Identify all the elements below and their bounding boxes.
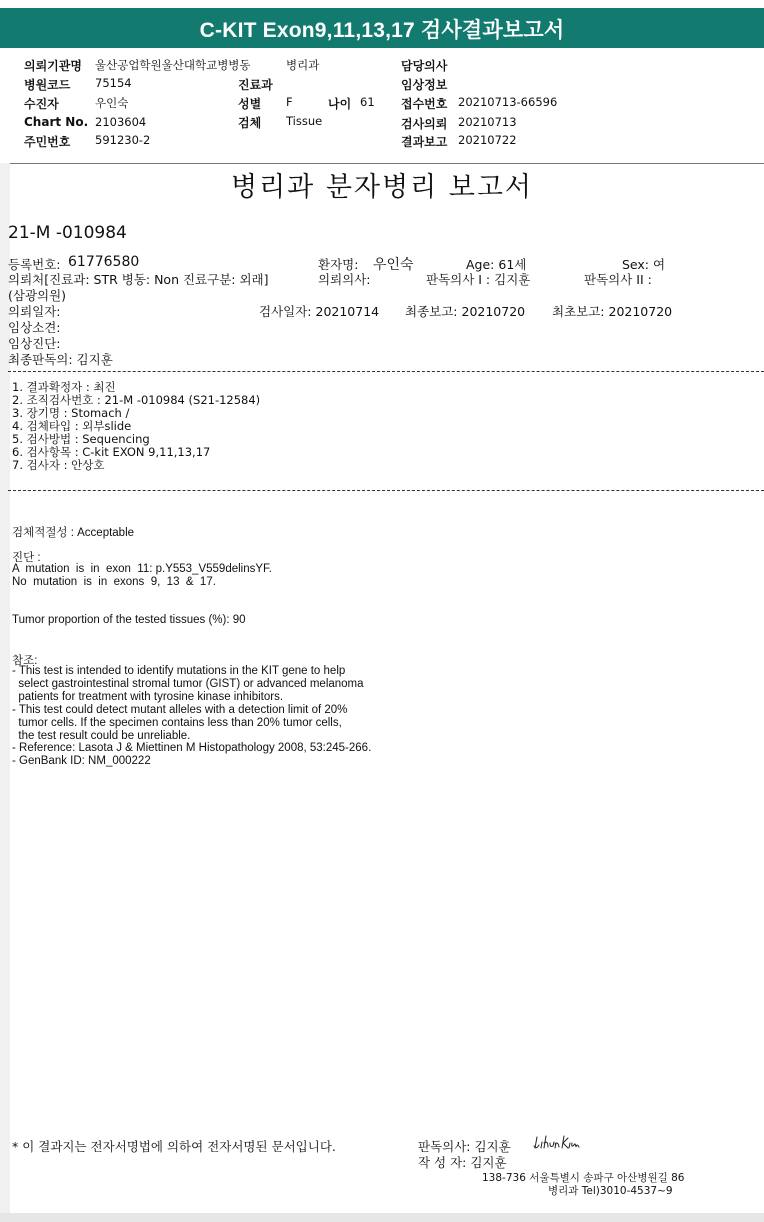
hospital-code-label: 병원코드 bbox=[24, 78, 71, 92]
diagnosis-line: No mutation is in exons 9, 13 & 17. bbox=[12, 576, 216, 588]
specimen-value: Tissue bbox=[286, 114, 323, 128]
institution-value: 울산공업학원울산대학교병병동 bbox=[95, 58, 251, 72]
receipt-value: 20210713-66596 bbox=[458, 95, 558, 109]
age-value: 61 bbox=[360, 95, 375, 109]
reference-line: tumor cells. If the specimen contains less than 20% tumor cells, bbox=[12, 716, 342, 729]
institution-label: 의뢰기관명 bbox=[24, 59, 82, 73]
footer-author: 작 성 자: 김지훈 bbox=[418, 1155, 507, 1170]
clinical-diagnosis: 임상진단: bbox=[8, 336, 61, 351]
dashed-divider-top bbox=[8, 371, 764, 372]
exam-date: 검사일자: 20210714 bbox=[259, 304, 380, 319]
doctor-label: 담당의사 bbox=[401, 59, 448, 73]
result-label: 결과보고 bbox=[401, 135, 448, 149]
patient-name-label: 환자명: bbox=[318, 257, 359, 272]
esign-note: * 이 결과지는 전자서명법에 의하여 전자서명된 문서입니다. bbox=[12, 1139, 336, 1154]
clinical-info-label: 임상정보 bbox=[401, 78, 448, 92]
diagnosis-label: 진단 : bbox=[12, 552, 41, 564]
requesting-doctor: 의뢰의사: bbox=[318, 272, 371, 287]
reference-line: - This test could detect mutant alleles with a detection limit of 20% bbox=[12, 703, 348, 716]
signature-image bbox=[533, 1134, 589, 1154]
reference-line: - GenBank ID: NM_000222 bbox=[12, 755, 151, 768]
age-label: 나이 bbox=[328, 97, 352, 111]
list-item: 2. 조직검사번호 : 21-M -010984 (S21-12584) bbox=[12, 393, 261, 407]
chart-label: Chart No. bbox=[24, 115, 89, 129]
patient-label: 수진자 bbox=[24, 97, 59, 111]
specimen-label: 검체 bbox=[238, 116, 262, 130]
list-item: 5. 검사방법 : Sequencing bbox=[12, 432, 150, 446]
clinical-findings: 임상소견: bbox=[8, 320, 61, 335]
page-bottom-band bbox=[0, 1213, 764, 1222]
first-report-date: 최초보고: 20210720 bbox=[552, 304, 673, 319]
list-item: 4. 검체타입 : 외부slide bbox=[12, 419, 132, 433]
ssn-value: 591230-2 bbox=[95, 133, 151, 147]
footer-reader: 판독의사: 김지훈 bbox=[418, 1139, 511, 1154]
patient-name-value: 우인숙 bbox=[373, 257, 414, 273]
reference-line: - Reference: Lasota J & Miettinen M Histopathology 2008, 53:245-266. bbox=[12, 742, 372, 755]
request-date: 의뢰일자: bbox=[8, 304, 61, 319]
hospital-code-value: 75154 bbox=[95, 76, 132, 90]
reference-label: 참조: bbox=[12, 655, 38, 667]
diagnosis-line: A mutation is in exon 11: p.Y553_V559delinsYF. bbox=[12, 563, 272, 575]
diagnosis-text bbox=[12, 563, 272, 589]
case-number: 21-M -010984 bbox=[8, 223, 127, 243]
result-value: 20210722 bbox=[458, 133, 517, 147]
list-item: 6. 검사항목 : C-kit EXON 9,11,13,17 bbox=[12, 445, 211, 459]
exam-items-list bbox=[12, 381, 260, 472]
sub-clinic: (삼광의원) bbox=[8, 288, 67, 303]
reference-notes bbox=[12, 665, 371, 768]
report-age: Age: 61세 bbox=[466, 257, 527, 272]
dashed-divider-bottom bbox=[8, 490, 764, 491]
clinic-label: 진료과 bbox=[238, 78, 273, 92]
list-item: 1. 결과확정자 : 최진 bbox=[12, 380, 116, 394]
dept-value: 병리과 bbox=[286, 58, 320, 72]
reference-line: patients for treatment with tyrosine kinase inhibitors. bbox=[12, 690, 284, 703]
request-label: 검사의뢰 bbox=[401, 117, 448, 131]
patient-value: 우인숙 bbox=[95, 96, 129, 110]
header-divider bbox=[10, 163, 764, 164]
reg-label: 등록번호: bbox=[8, 257, 61, 272]
sex-value: F bbox=[286, 95, 293, 109]
report-title: 병리과 분자병리 보고서 bbox=[231, 172, 533, 203]
request-value: 20210713 bbox=[458, 115, 517, 129]
report-banner-title: C-KIT Exon9,11,13,17 검사결과보고서 bbox=[199, 19, 565, 42]
reading-doctor-1: 판독의사 I : 김지훈 bbox=[426, 272, 531, 287]
specimen-adequacy: 검체적절성 : Acceptable bbox=[12, 527, 135, 539]
list-item: 3. 장기명 : Stomach / bbox=[12, 406, 130, 420]
reference-line: select gastrointestinal stromal tumor (GIST) or advanced melanoma bbox=[12, 677, 364, 690]
reg-value: 61776580 bbox=[68, 254, 140, 270]
final-reader: 최종판독의: 김지훈 bbox=[8, 352, 113, 367]
receipt-label: 접수번호 bbox=[401, 97, 448, 111]
reference-line: the test result could be unreliable. bbox=[12, 729, 191, 742]
sex-label: 성별 bbox=[238, 97, 262, 111]
ssn-label: 주민번호 bbox=[24, 135, 71, 149]
list-item: 7. 검사자 : 안상호 bbox=[12, 458, 105, 472]
report-sex: Sex: 여 bbox=[622, 257, 666, 272]
requester-line: 의뢰처[진료과: STR 병동: Non 진료구분: 외래] bbox=[8, 272, 269, 287]
tumor-proportion: Tumor proportion of the tested tissues (%): 90 bbox=[12, 614, 246, 626]
reference-line: - This test is intended to identify mutations in the KIT gene to help bbox=[12, 665, 346, 677]
chart-value: 2103604 bbox=[95, 115, 147, 129]
final-report-date: 최종보고: 20210720 bbox=[405, 304, 526, 319]
reading-doctor-2: 판독의사 II : bbox=[584, 272, 652, 287]
footer-address: 138-736 서울특별시 송파구 아산병원길 86 bbox=[482, 1172, 685, 1184]
footer-phone: 병리과 Tel)3010-4537~9 bbox=[548, 1185, 673, 1197]
